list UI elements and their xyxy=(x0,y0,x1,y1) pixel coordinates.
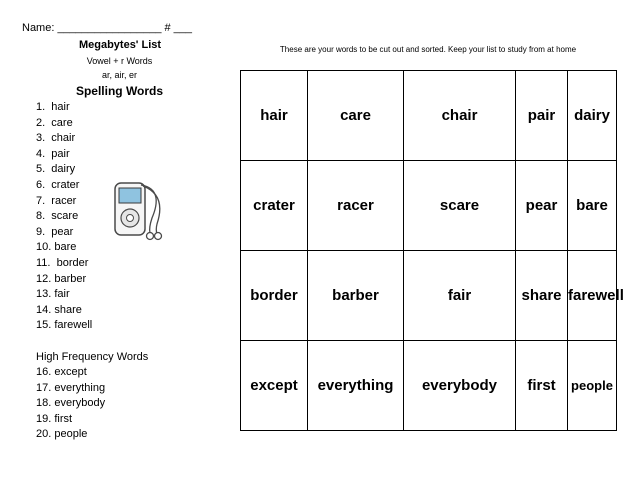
list-item: 5. dairy xyxy=(36,163,76,176)
list-gap xyxy=(36,334,148,350)
word-card: everything xyxy=(308,341,404,431)
list-item: 18. everybody xyxy=(36,397,106,410)
word-card: hair xyxy=(241,71,308,161)
list-item: 11. border xyxy=(36,256,89,269)
word-card: fair xyxy=(404,251,516,341)
word-card: pear xyxy=(516,161,568,251)
list-item: 6. crater xyxy=(36,178,80,191)
word-card: care xyxy=(308,71,404,161)
word-card: people xyxy=(568,341,617,431)
list-item: 16. except xyxy=(36,366,87,379)
table-row xyxy=(241,161,617,251)
table-row xyxy=(241,341,617,431)
word-card: except xyxy=(241,341,308,431)
word-card: border xyxy=(241,251,308,341)
word-card: chair xyxy=(404,71,516,161)
word-card: racer xyxy=(308,161,404,251)
list-item: 7. racer xyxy=(36,194,77,207)
subtitle-vowel-r: Vowel + r Words xyxy=(86,56,153,66)
list-item: 19. first xyxy=(36,412,73,425)
list-item: 2. care xyxy=(36,116,73,129)
list-item: 13. fair xyxy=(36,288,70,301)
list-item: 20. people xyxy=(36,428,88,441)
instructions: These are your words to be cut out and sorted. Keep your list to study from at home xyxy=(279,45,577,54)
word-card: crater xyxy=(241,161,308,251)
word-card: scare xyxy=(404,161,516,251)
list-item: 15. farewell xyxy=(36,319,93,332)
list-item: 9. pear xyxy=(36,225,74,238)
list-item: 4. pair xyxy=(36,147,70,160)
word-card: dairy xyxy=(568,71,617,161)
list-item: 8. scare xyxy=(36,210,79,223)
list-item: 12. barber xyxy=(36,272,87,285)
table-row xyxy=(241,71,617,161)
word-card: pair xyxy=(516,71,568,161)
list-item: 14. share xyxy=(36,303,82,316)
word-card: bare xyxy=(568,161,617,251)
spelling-heading: Spelling Words xyxy=(75,84,164,98)
word-grid xyxy=(240,70,624,431)
mp3-player-icon xyxy=(108,180,166,242)
word-card: farewell xyxy=(568,251,617,341)
table-row xyxy=(241,251,617,341)
list-item: 3. chair xyxy=(36,132,76,145)
high-frequency-heading: High Frequency Words xyxy=(36,350,149,363)
name-line: Name: _________________ # ___ xyxy=(22,22,193,34)
word-card: first xyxy=(516,341,568,431)
list-item: 10. bare xyxy=(36,241,77,254)
list-item: 17. everything xyxy=(36,381,106,394)
word-list xyxy=(36,100,148,443)
word-card: everybody xyxy=(404,341,516,431)
list-title: Megabytes' List xyxy=(78,39,162,51)
word-card: share xyxy=(516,251,568,341)
list-item: 1. hair xyxy=(36,101,70,113)
word-card: barber xyxy=(308,251,404,341)
subtitle-patterns: ar, air, er xyxy=(101,70,137,80)
